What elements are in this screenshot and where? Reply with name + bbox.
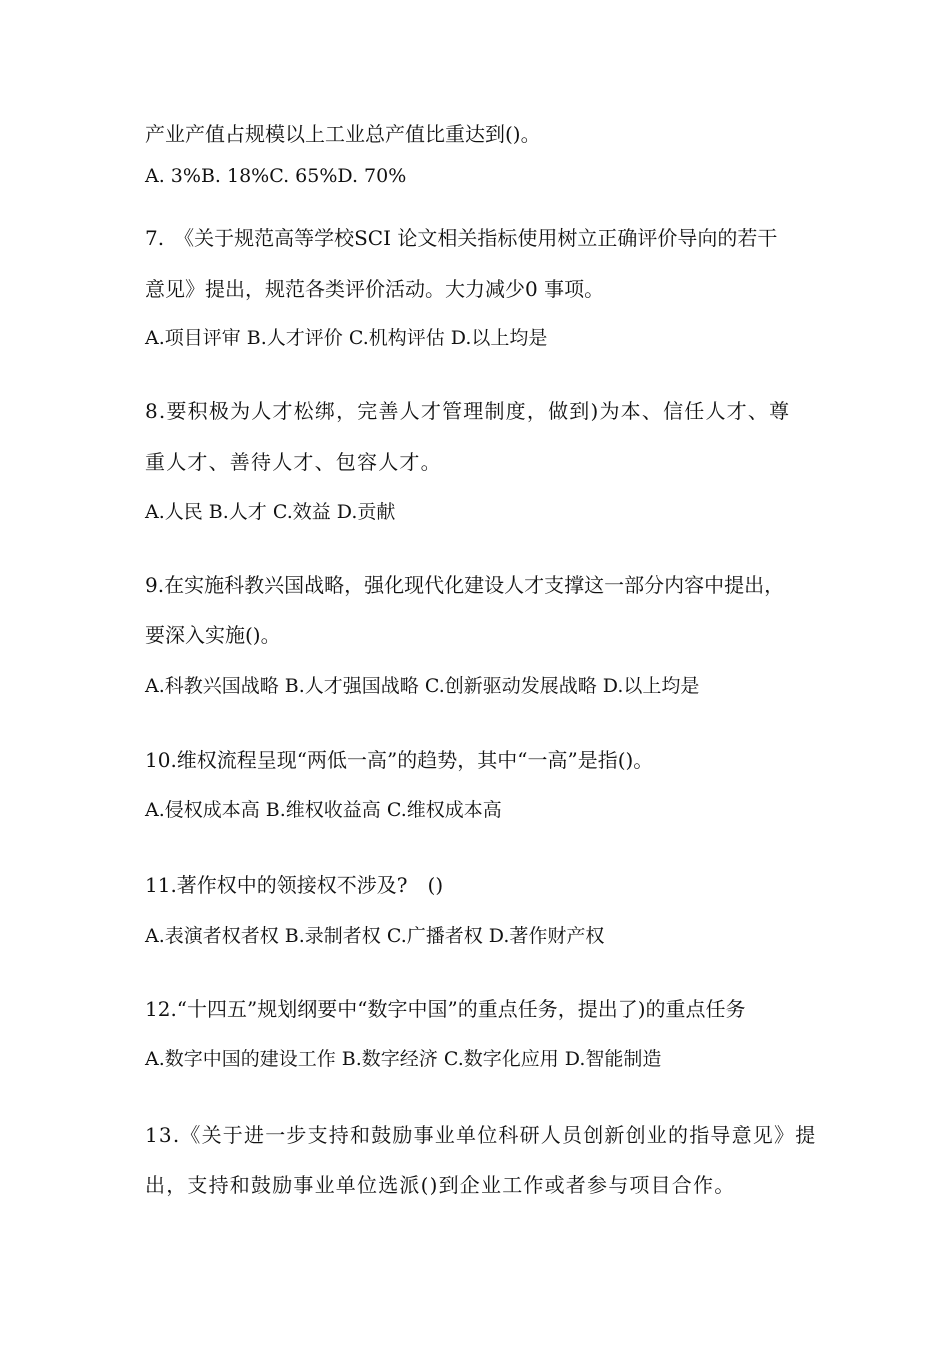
- question-12-text: 12.“十四五”规划纲要中“数字中国”的重点任务，提出了)的重点任务: [145, 997, 746, 1021]
- question-13-text-line-1: 13.《关于进一步支持和鼓励事业单位科研人员创新创业的指导意见》提: [145, 1123, 817, 1147]
- question-7-text-line-2: 意见》提出，规范各类评价活动。大力减少0 事项。: [145, 277, 605, 301]
- question-6-continuation: 产业产值占规模以上工业总产值比重达到()。: [145, 122, 541, 146]
- question-8-text-line-2: 重人才、善待人才、包容人才。: [145, 450, 442, 474]
- question-9-options: A.科教兴国战略 B.人才强国战略 C.创新驱动发展战略 D.以上均是: [145, 675, 700, 697]
- question-11-text: 11.著作权中的领接权不涉及? (): [145, 873, 444, 897]
- question-7-text-line-1: 7. 《关于规范高等学校SCI 论文相关指标使用树立正确评价导向的若干: [145, 226, 778, 250]
- question-10-options: A.侵权成本高 B.维权收益高 C.维权成本高: [145, 799, 502, 821]
- question-7-options: A.项目评审 B.人才评价 C.机构评估 D.以上均是: [145, 327, 548, 349]
- question-10-text: 10.维权流程呈现“两低一高”的趋势，其中“一高”是指()。: [145, 748, 654, 772]
- question-13-text-line-2: 出，支持和鼓励事业单位选派()到企业工作或者参与项目合作。: [145, 1173, 736, 1197]
- question-12-options: A.数字中国的建设工作 B.数字经济 C.数字化应用 D.智能制造: [145, 1048, 662, 1070]
- question-11-options: A.表演者权者权 B.录制者权 C.广播者权 D.著作财产权: [145, 925, 605, 947]
- question-9-text-line-2: 要深入实施()。: [145, 623, 281, 647]
- question-8-options: A.人民 B.人才 C.效益 D.贡献: [145, 501, 396, 523]
- question-6-options: A. 3%B. 18%C. 65%D. 70%: [145, 165, 407, 187]
- question-9-text-line-1: 9.在实施科教兴国战略，强化现代化建设人才支撑这一部分内容中提出，: [145, 573, 785, 597]
- question-8-text-line-1: 8.要积极为人才松绑，完善人才管理制度，做到)为本、信任人才、尊: [145, 399, 791, 423]
